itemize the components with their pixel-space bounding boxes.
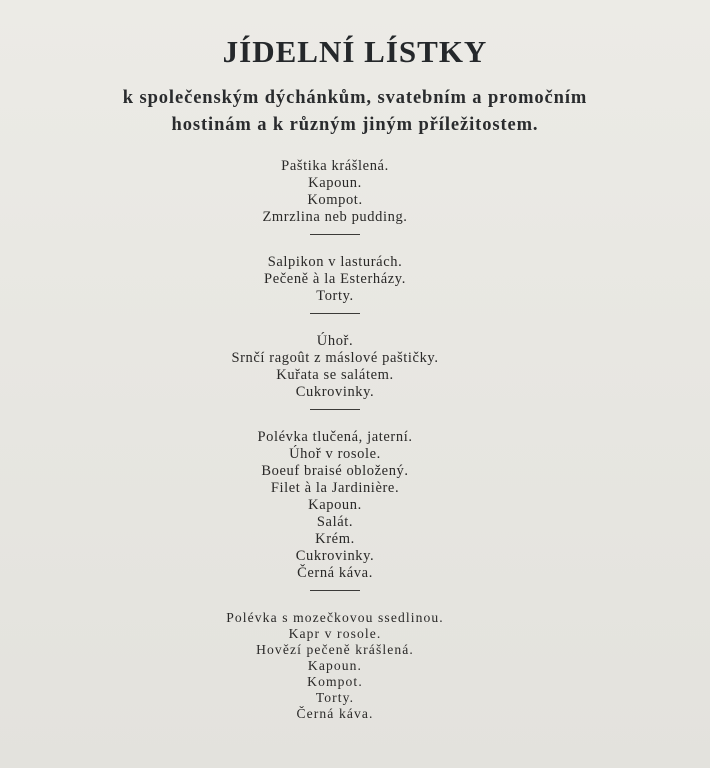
- menu-item: Salpikon v lasturách.: [267, 254, 403, 270]
- menu-item: Kapr v rosole.: [288, 626, 382, 641]
- page-title: JÍDELNÍ LÍSTKY: [222, 34, 488, 69]
- menu-item: Salát.: [316, 514, 354, 530]
- subtitle-line-1: k společenským dýchánkům, svatebním a promočním: [122, 88, 588, 108]
- divider-rule: [310, 234, 360, 235]
- menu-item: Kapoun.: [307, 658, 363, 673]
- menu-item: Polévka tlučená, jaterní.: [257, 429, 413, 445]
- menu-item: Kuřata se salátem.: [276, 367, 394, 383]
- divider-rule: [310, 313, 360, 314]
- menu-1: [0, 158, 670, 226]
- menu-item: Srnčí ragoût z máslové paštičky.: [231, 350, 439, 366]
- menu-item: Úhoř v rosole.: [289, 446, 381, 462]
- menu-item: Kompot.: [307, 192, 363, 208]
- menu-item: Pečeně à la Esterházy.: [264, 271, 406, 287]
- menu-item: Hovězí pečeně krášlená.: [256, 642, 414, 657]
- divider-rule: [310, 409, 360, 410]
- menu-2: [0, 254, 670, 305]
- menu-item: Zmrzlina neb pudding.: [262, 209, 408, 225]
- menu-item: Torty.: [315, 690, 355, 705]
- menu-item: Úhoř.: [316, 333, 354, 349]
- menu-item: Paštika krášlená.: [281, 158, 389, 174]
- menu-item: Polévka s mozečkovou ssedlinou.: [226, 610, 444, 625]
- menu-item: Kapoun.: [308, 497, 362, 513]
- menu-item: Krém.: [315, 531, 355, 547]
- menu-item: Černá káva.: [296, 706, 374, 721]
- divider-rule: [310, 590, 360, 591]
- menu-item: Kapoun.: [308, 175, 362, 191]
- menu-3: [0, 333, 670, 401]
- subtitle-line-2: hostinám a k různým jiným příležitostem.: [171, 115, 539, 135]
- menu-item: Filet à la Jardinière.: [270, 480, 400, 496]
- menu-5: [0, 610, 670, 722]
- menu-item: Kompot.: [307, 674, 363, 689]
- menu-item: Boeuf braisé obložený.: [261, 463, 409, 479]
- menu-4: [0, 429, 670, 582]
- menu-item: Torty.: [316, 288, 354, 304]
- menu-list: [0, 158, 670, 722]
- menu-item: Cukrovinky.: [295, 548, 375, 564]
- menu-item: Cukrovinky.: [295, 384, 375, 400]
- menu-item: Černá káva.: [297, 565, 373, 581]
